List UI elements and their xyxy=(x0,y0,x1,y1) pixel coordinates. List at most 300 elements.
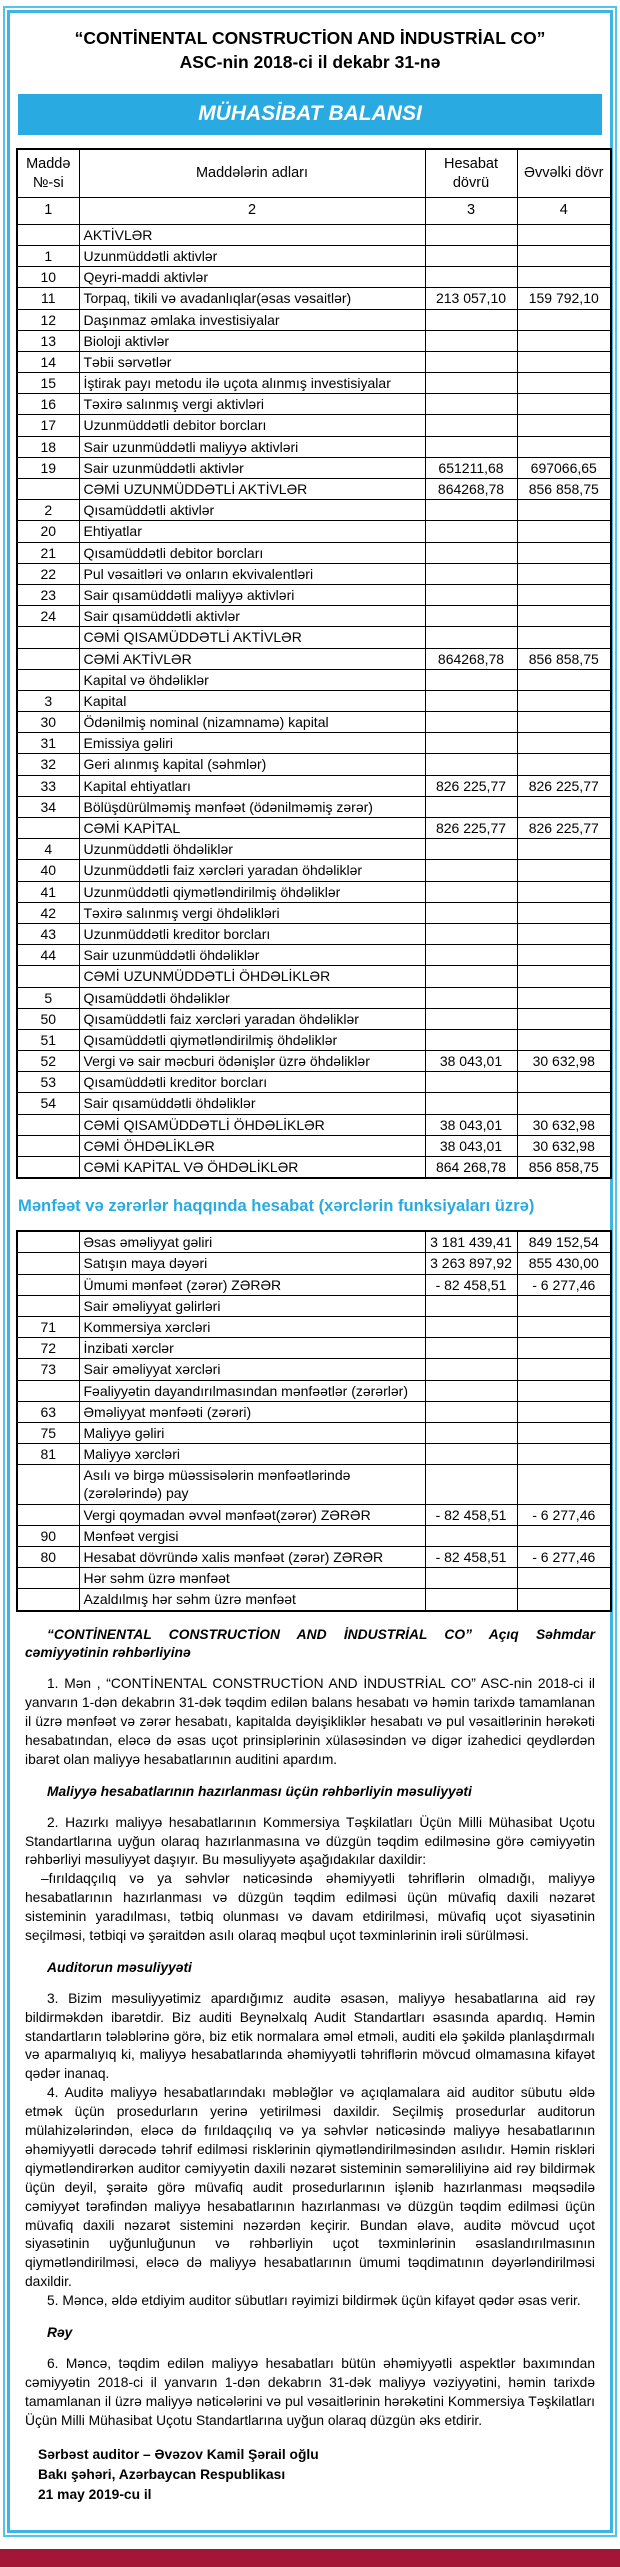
cell-name: Bioloji aktivlər xyxy=(79,330,425,351)
cell-prev xyxy=(517,1589,611,1611)
table-row xyxy=(17,881,611,902)
report-paragraph: 4. Auditə maliyyə hesabatlarındakı məbləğlər və açıqlamalara aid auditor sübutu əldə etmək üçün prosedurların yerinə yetirilməsi daxildir. Seçilmiş prosedurlar auditorun mülahizələrindən, eləcə də fırıldaqçılıq və ya səhvlər nəticəsində maliyyə hesabatlarının əhəmiyyətli dərəcədə təhrif edilməsi risklərinin qiymətləndirilməsindən asılıdır. Həmin riskləri qiymətləndirərkən auditor cəmiyyətin daxili nəzarət sisteminin səmərəliliyinə aid rəy bildirmək üçün deyil, şəraitə görə müvafiq audit prosedurlarının işlənib hazırlanması məqsədilə cəmiyyət tərəfindən maliyyə hesabatlarının hazırlanması və düzgün təqdim edilməsi üçün müvafiq daxili nəzarət sistemini nəzərdən keçirir. Bundan əlavə, auditə mövcud uçot siyasətinin uyğunluğunun və rəhbərliyin uçot təxminlərinin əsaslandırılmasının qiymətləndirilməsi, eləcə də maliyyə hesabatlarının ümumi təqdimatının dəyərləndirilməsi daxildir. xyxy=(25,2085,595,2290)
cell-name: Mənfəət vergisi xyxy=(79,1525,425,1546)
cell-cur: - 82 458,51 xyxy=(425,1274,517,1295)
cell-name: Vergi və sair məcburi ödənişlər üzrə öhdəliklər xyxy=(79,1051,425,1072)
cell-prev xyxy=(517,627,611,648)
cell-no: 52 xyxy=(17,1051,79,1072)
cell-prev: 856 858,75 xyxy=(517,479,611,500)
cell-no: 3 xyxy=(17,690,79,711)
cell-name: Uzunmüddətli öhdəliklər xyxy=(79,839,425,860)
cell-cur: 3 181 439,41 xyxy=(425,1231,517,1253)
cell-name: Təxirə salınmış vergi aktivləri xyxy=(79,394,425,415)
table-row xyxy=(17,288,611,309)
cell-cur xyxy=(425,1525,517,1546)
cell-cur xyxy=(425,1072,517,1093)
cell-prev xyxy=(517,1401,611,1422)
cell-prev xyxy=(517,1465,611,1504)
cell-cur xyxy=(425,563,517,584)
cell-cur xyxy=(425,733,517,754)
cell-cur xyxy=(425,1029,517,1050)
cell-name: Qeyri-maddi aktivlər xyxy=(79,267,425,288)
cell-name: Uzunmüddətli aktivlər xyxy=(79,245,425,266)
cell-name: İnzibati xərclər xyxy=(79,1338,425,1359)
cell-no: 13 xyxy=(17,330,79,351)
cell-no xyxy=(17,627,79,648)
table-row xyxy=(17,712,611,733)
table-row xyxy=(17,1135,611,1156)
cell-no: 10 xyxy=(17,267,79,288)
table-row xyxy=(17,1029,611,1050)
cell-prev xyxy=(517,584,611,605)
cell-no: 53 xyxy=(17,1072,79,1093)
cell-cur xyxy=(425,1316,517,1337)
cell-prev xyxy=(517,1422,611,1443)
cell-prev xyxy=(517,987,611,1008)
cell-cur xyxy=(425,860,517,881)
cell-cur: 38 043,01 xyxy=(425,1051,517,1072)
cell-cur xyxy=(425,330,517,351)
cell-no: 16 xyxy=(17,394,79,415)
cell-cur: - 82 458,51 xyxy=(425,1504,517,1525)
cell-name: Satışın maya dəyəri xyxy=(79,1253,425,1274)
cell-name: Qısamüddətli qiymətləndirilmiş öhdəliklər xyxy=(79,1029,425,1050)
cell-no xyxy=(17,966,79,987)
cell-cur xyxy=(425,436,517,457)
table-row xyxy=(17,1380,611,1401)
cell-cur xyxy=(425,584,517,605)
table-row xyxy=(17,1568,611,1589)
cell-name: CƏMİ UZUNMÜDDƏTLİ ÖHDƏLİKLƏR xyxy=(79,966,425,987)
table-row xyxy=(17,796,611,817)
report-paragraph: –fırıldaqçılıq və ya səhvlər nəticəsində əhəmiyyətli təhriflərin olmadığı, maliyyə hesabatlarının hazırlanması və düzgün təqdim edilməsi üçün müvafiq daxili nəzarət sisteminin yaradılması, tətbiq olunması və davam etdirilməsi, müvafiq uçot siyasətinin seçilməsi, tətbiqi və şəraitdən asılı olaraq məqbul uçot təxminlərinin irəli sürülməsi. xyxy=(25,1871,595,1944)
cell-no: 17 xyxy=(17,415,79,436)
table-row xyxy=(17,1401,611,1422)
table-row xyxy=(17,1589,611,1611)
cell-name: Əsas əməliyyat gəliri xyxy=(79,1231,425,1253)
table-row xyxy=(17,627,611,648)
cell-name: Torpaq, tikili və avadanlıqlar(əsas vəsaitlər) xyxy=(79,288,425,309)
cell-no: 42 xyxy=(17,902,79,923)
table-row xyxy=(17,1422,611,1443)
cell-cur xyxy=(425,669,517,690)
pnl-table xyxy=(16,1230,612,1611)
cell-name: CƏMİ UZUNMÜDDƏTLİ AKTİVLƏR xyxy=(79,479,425,500)
cell-prev xyxy=(517,1568,611,1589)
cell-no: 80 xyxy=(17,1547,79,1568)
cell-prev: - 6 277,46 xyxy=(517,1504,611,1525)
cell-name: Təbii sərvətlər xyxy=(79,351,425,372)
report-paragraph: 5. Məncə, əldə etdiyim auditor sübutları rəyimizi bildirmək üçün kifayət qədər əsas verir. xyxy=(47,2293,581,2309)
cell-cur xyxy=(425,542,517,563)
cell-prev xyxy=(517,1295,611,1316)
table-row xyxy=(17,690,611,711)
cell-no xyxy=(17,1589,79,1611)
table-row xyxy=(17,839,611,860)
cell-cur xyxy=(425,690,517,711)
cell-no xyxy=(17,1274,79,1295)
cell-cur xyxy=(425,987,517,1008)
signature-line: 21 may 2019-cu il xyxy=(38,2486,152,2502)
cell-no xyxy=(17,1504,79,1525)
table-row xyxy=(17,606,611,627)
cell-prev xyxy=(517,860,611,881)
cell-prev xyxy=(517,945,611,966)
table-row xyxy=(17,1316,611,1337)
cell-prev: 855 430,00 xyxy=(517,1253,611,1274)
cell-cur xyxy=(425,1008,517,1029)
cell-no: 71 xyxy=(17,1316,79,1337)
table-row xyxy=(17,394,611,415)
cell-prev xyxy=(517,521,611,542)
document-title-line1: “CONTİNENTAL CONSTRUCTİON AND İNDUSTRİAL CO” xyxy=(74,28,546,48)
cell-prev: 697066,65 xyxy=(517,457,611,478)
table-row xyxy=(17,1547,611,1568)
table-row xyxy=(17,818,611,839)
cell-cur xyxy=(425,373,517,394)
table-row xyxy=(17,1051,611,1072)
cell-prev xyxy=(517,923,611,944)
table-row xyxy=(17,1008,611,1029)
header-previous-period: Əvvəlki dövr xyxy=(517,149,611,197)
cell-cur: 38 043,01 xyxy=(425,1114,517,1135)
cell-no: 20 xyxy=(17,521,79,542)
report-heading: Rəy xyxy=(47,2324,73,2340)
cell-prev xyxy=(517,606,611,627)
cell-prev: - 6 277,46 xyxy=(517,1547,611,1568)
report-heading: Maliyyə hesabatlarının hazırlanması üçün rəhbərliyin məsuliyyəti xyxy=(47,1783,472,1799)
cell-name: Uzunmüddətli debitor borcları xyxy=(79,415,425,436)
table-row xyxy=(17,923,611,944)
cell-no: 40 xyxy=(17,860,79,881)
cell-cur xyxy=(425,1093,517,1114)
cell-no xyxy=(17,818,79,839)
page-body xyxy=(7,10,613,2533)
header-current-period: Hesabat dövrü xyxy=(425,149,517,197)
cell-no: 50 xyxy=(17,1008,79,1029)
cell-name: İştirak payı metodu ilə uçota alınmış investisiyalar xyxy=(79,373,425,394)
cell-name: Uzunmüddətli qiymətləndirilmiş öhdəliklər xyxy=(79,881,425,902)
table-row xyxy=(17,542,611,563)
table-row xyxy=(17,436,611,457)
cell-cur: 826 225,77 xyxy=(425,818,517,839)
table-row xyxy=(17,415,611,436)
cell-prev xyxy=(517,1029,611,1050)
cell-no: 63 xyxy=(17,1401,79,1422)
cell-cur xyxy=(425,351,517,372)
signature-line: Sərbəst auditor – Əvəzov Kamil Şərail oğlu xyxy=(38,2447,319,2463)
cell-no: 2 xyxy=(17,500,79,521)
cell-name: Təxirə salınmış vergi öhdəlikləri xyxy=(79,902,425,923)
cell-no: 23 xyxy=(17,584,79,605)
table-row xyxy=(17,1338,611,1359)
cell-no: 5 xyxy=(17,987,79,1008)
report-heading: Auditorun məsuliyyəti xyxy=(47,1959,192,1975)
cell-no xyxy=(17,1114,79,1135)
cell-cur xyxy=(425,1359,517,1380)
cell-cur xyxy=(425,902,517,923)
table-row xyxy=(17,775,611,796)
table-row xyxy=(17,479,611,500)
index-col-2: 2 xyxy=(79,197,425,224)
cell-no: 1 xyxy=(17,245,79,266)
cell-cur xyxy=(425,1568,517,1589)
cell-prev xyxy=(517,436,611,457)
cell-name: Uzunmüddətli faiz xərcləri yaradan öhdəliklər xyxy=(79,860,425,881)
cell-prev xyxy=(517,394,611,415)
balance-table-header-row xyxy=(17,149,611,197)
cell-prev xyxy=(517,669,611,690)
cell-name: Pul vəsaitləri və onların ekvivalentləri xyxy=(79,563,425,584)
cell-prev xyxy=(517,415,611,436)
cell-name: CƏMİ KAPİTAL xyxy=(79,818,425,839)
cell-no xyxy=(17,1380,79,1401)
cell-name: Qısamüddətli faiz xərcləri yaradan öhdəliklər xyxy=(79,1008,425,1029)
cell-cur: 864 268,78 xyxy=(425,1157,517,1179)
cell-no: 54 xyxy=(17,1093,79,1114)
cell-prev: 849 152,54 xyxy=(517,1231,611,1253)
table-row xyxy=(17,584,611,605)
cell-name: Daşınmaz əmlaka investisiyalar xyxy=(79,309,425,330)
audit-report-text xyxy=(16,1626,604,2431)
cell-cur: 864268,78 xyxy=(425,479,517,500)
cell-cur: - 82 458,51 xyxy=(425,1547,517,1568)
cell-no: 32 xyxy=(17,754,79,775)
cell-cur xyxy=(425,839,517,860)
cell-name: Sair qısamüddətli aktivlər xyxy=(79,606,425,627)
report-paragraph: 2. Hazırkı maliyyə hesabatlarının Kommersiya Təşkilatları Üçün Milli Mühasibat Uçotu Standartlarına uyğun olaraq hazırlanmasına və düzgün təqdim edilməsinə görə cəmiyyətin rəhbərliyi məsuliyyət daşıyır. Bu məsuliyyətə aşağıdakılar daxildir: xyxy=(25,1814,595,1868)
cell-name: Sair uzunmüddətli aktivlər xyxy=(79,457,425,478)
cell-cur xyxy=(425,923,517,944)
index-col-4: 4 xyxy=(517,197,611,224)
cell-no: 21 xyxy=(17,542,79,563)
cell-name: Qısamüddətli debitor borcları xyxy=(79,542,425,563)
cell-prev xyxy=(517,1316,611,1337)
cell-cur xyxy=(425,1380,517,1401)
table-row xyxy=(17,1295,611,1316)
cell-cur xyxy=(425,394,517,415)
cell-name: Qısamüddətli aktivlər xyxy=(79,500,425,521)
cell-name: Hər səhm üzrə mənfəət xyxy=(79,1568,425,1589)
cell-prev xyxy=(517,1380,611,1401)
cell-cur xyxy=(425,966,517,987)
cell-name: CƏMİ KAPİTAL VƏ ÖHDƏLİKLƏR xyxy=(79,1157,425,1179)
cell-no xyxy=(17,1253,79,1274)
cell-cur xyxy=(425,754,517,775)
table-row xyxy=(17,457,611,478)
cell-cur: 826 225,77 xyxy=(425,775,517,796)
cell-cur xyxy=(425,945,517,966)
cell-name: Sair qısamüddətli maliyyə aktivləri xyxy=(79,584,425,605)
cell-name: Geri alınmış kapital (səhmlər) xyxy=(79,754,425,775)
cell-no xyxy=(17,1135,79,1156)
cell-no: 12 xyxy=(17,309,79,330)
cell-prev xyxy=(517,1444,611,1465)
table-row xyxy=(17,1093,611,1114)
cell-no: 81 xyxy=(17,1444,79,1465)
table-row xyxy=(17,245,611,266)
cell-prev xyxy=(517,500,611,521)
cell-cur xyxy=(425,224,517,245)
cell-name: Maliyyə gəliri xyxy=(79,1422,425,1443)
cell-no: 14 xyxy=(17,351,79,372)
cell-prev xyxy=(517,1093,611,1114)
cell-no xyxy=(17,1231,79,1253)
table-row xyxy=(17,330,611,351)
table-row xyxy=(17,373,611,394)
report-paragraph: 3. Bizim məsuliyyətimiz apardığımız auditə əsasən, maliyyə hesabatlarına aid rəy bildirməkdən ibarətdir. Biz auditi Beynəlxalq Audit Standartları əsasında apardıq. Həmin standartların tələblərinə görə, biz etik normalara əməl etməli, auditi elə şəkildə planlaşdırmalı və aparmalıyıq ki, maliyyə hesabatlarında əhəmiyyətli təhriflərin mövcud olmamasına kifayət qədər inanaq. xyxy=(25,1990,595,2082)
cell-prev xyxy=(517,373,611,394)
cell-prev: 826 225,77 xyxy=(517,775,611,796)
cell-no: 72 xyxy=(17,1338,79,1359)
cell-prev xyxy=(517,712,611,733)
cell-name: AKTİVLƏR xyxy=(79,224,425,245)
cell-no: 15 xyxy=(17,373,79,394)
cell-name: Sair əməliyyat gəlirləri xyxy=(79,1295,425,1316)
index-col-1: 1 xyxy=(17,197,79,224)
cell-cur xyxy=(425,1401,517,1422)
cell-no: 44 xyxy=(17,945,79,966)
cell-prev xyxy=(517,902,611,923)
cell-prev xyxy=(517,330,611,351)
cell-cur xyxy=(425,1295,517,1316)
cell-no: 41 xyxy=(17,881,79,902)
cell-cur xyxy=(425,881,517,902)
header-article-no: Maddə №-si xyxy=(17,149,79,197)
cell-no: 90 xyxy=(17,1525,79,1546)
cell-prev xyxy=(517,351,611,372)
cell-cur: 38 043,01 xyxy=(425,1135,517,1156)
cell-cur xyxy=(425,245,517,266)
table-row xyxy=(17,1114,611,1135)
cell-no: 18 xyxy=(17,436,79,457)
cell-cur: 213 057,10 xyxy=(425,288,517,309)
table-row xyxy=(17,1274,611,1295)
report-addressee: “CONTİNENTAL CONSTRUCTİON AND İNDUSTRİAL CO” Açıq Səhmdar cəmiyyətinin rəhbərliyinə xyxy=(25,1626,595,1661)
table-row xyxy=(17,1157,611,1179)
cell-no: 24 xyxy=(17,606,79,627)
cell-no xyxy=(17,1295,79,1316)
cell-no xyxy=(17,1465,79,1504)
cell-name: CƏMİ QISAMÜDDƏTLİ ÖHDƏLİKLƏR xyxy=(79,1114,425,1135)
cell-name: Qısamüddətli öhdəliklər xyxy=(79,987,425,1008)
cell-name: Fəaliyyətin dayandırılmasından mənfəətlər (zərərlər) xyxy=(79,1380,425,1401)
cell-prev xyxy=(517,309,611,330)
cell-cur: 3 263 897,92 xyxy=(425,1253,517,1274)
table-row xyxy=(17,1504,611,1525)
cell-no xyxy=(17,648,79,669)
cell-prev xyxy=(517,839,611,860)
cell-name: Kapital xyxy=(79,690,425,711)
cell-no: 11 xyxy=(17,288,79,309)
cell-name: Qısamüddətli kreditor borcları xyxy=(79,1072,425,1093)
cell-cur xyxy=(425,500,517,521)
cell-name: Emissiya gəliri xyxy=(79,733,425,754)
cell-prev xyxy=(517,1072,611,1093)
cell-no xyxy=(17,224,79,245)
cell-cur xyxy=(425,267,517,288)
cell-cur xyxy=(425,627,517,648)
cell-prev xyxy=(517,1359,611,1380)
balance-table-index-row xyxy=(17,197,611,224)
cell-name: Sair qısamüddətli öhdəliklər xyxy=(79,1093,425,1114)
cell-cur: 864268,78 xyxy=(425,648,517,669)
cell-no: 51 xyxy=(17,1029,79,1050)
cell-name: Azaldılmış hər səhm üzrə mənfəət xyxy=(79,1589,425,1611)
cell-prev xyxy=(517,224,611,245)
cell-name: CƏMİ ÖHDƏLİKLƏR xyxy=(79,1135,425,1156)
cell-no: 31 xyxy=(17,733,79,754)
table-row xyxy=(17,945,611,966)
cell-name: Ehtiyatlar xyxy=(79,521,425,542)
cell-name: Uzunmüddətli kreditor borcları xyxy=(79,923,425,944)
cell-cur xyxy=(425,521,517,542)
cell-prev xyxy=(517,542,611,563)
cell-prev xyxy=(517,754,611,775)
report-paragraph: 6. Məncə, təqdim edilən maliyyə hesabatları bütün əhəmiyyətli aspektlər baxımından cəmiyyətin 2018-ci il yanvarın 1-dən dekabrın 31-dək maliyyə vəziyyətini, həmin tarixdə tamamlanan il üzrə maliyyə nəticələrini və pul vəsaitlərinin hərəkətini Kommersiya Təşkilatları Üçün Milli Mühasibat Uçotu Standartlarına uyğun olaraq düzgün əks etdirir. xyxy=(25,2355,595,2428)
cell-name: Vergi qoymadan əvvəl mənfəət(zərər) ZƏRƏR xyxy=(79,1504,425,1525)
cell-name: Maliyyə xərcləri xyxy=(79,1444,425,1465)
cell-prev xyxy=(517,245,611,266)
table-row xyxy=(17,1465,611,1504)
cell-no: 30 xyxy=(17,712,79,733)
table-row xyxy=(17,500,611,521)
balance-sheet-table xyxy=(16,148,612,1179)
cell-prev xyxy=(517,881,611,902)
cell-prev xyxy=(517,733,611,754)
page-border-outer xyxy=(3,6,617,2537)
cell-cur xyxy=(425,712,517,733)
table-row xyxy=(17,267,611,288)
balance-sheet-banner: MÜHASİBAT BALANSI xyxy=(18,94,602,135)
table-row xyxy=(17,987,611,1008)
cell-prev xyxy=(517,690,611,711)
cell-cur xyxy=(425,415,517,436)
cell-cur xyxy=(425,1444,517,1465)
cell-no: 19 xyxy=(17,457,79,478)
table-row xyxy=(17,309,611,330)
cell-no: 34 xyxy=(17,796,79,817)
cell-no: 73 xyxy=(17,1359,79,1380)
cell-prev: 159 792,10 xyxy=(517,288,611,309)
cell-name: Hesabat dövründə xalis mənfəət (zərər) ZƏRƏR xyxy=(79,1547,425,1568)
cell-no: 4 xyxy=(17,839,79,860)
document-title-line2: ASC-nin 2018-ci il dekabr 31-nə xyxy=(179,51,441,72)
cell-name: Bölüşdürülməmiş mənfəət (ödənilməmiş zərər) xyxy=(79,796,425,817)
signature-line: Bakı şəhəri, Azərbaycan Respublikası xyxy=(38,2466,286,2482)
cell-name: Ödənilmiş nominal (nizamnamə) kapital xyxy=(79,712,425,733)
cell-prev: 30 632,98 xyxy=(517,1135,611,1156)
report-paragraph: 1. Mən , “CONTİNENTAL CONSTRUCTİON AND İNDUSTRİAL CO” ASC-nin 2018-ci il yanvarın 1-dən dekabrın 31-dək təqdim edilən balans hesabatı və həmin tarixdə tamamlanan il üzrə mənfəət və zərər hesabatı, kapitalda dəyişikliklər hesabatı və pul vəsaitlərinin hərəkəti hesabatından, eləcə də əsas uçot prinsiplərinin xülasəsindən və digər izahedici qeydlərdən ibarət olan maliyyə hesabatlarının auditini apardım. xyxy=(25,1676,595,1767)
table-row xyxy=(17,351,611,372)
cell-no xyxy=(17,1568,79,1589)
signature-block xyxy=(16,2445,604,2504)
cell-cur xyxy=(425,1422,517,1443)
cell-prev: 856 858,75 xyxy=(517,648,611,669)
cell-prev xyxy=(517,1008,611,1029)
cell-no xyxy=(17,479,79,500)
index-col-3: 3 xyxy=(425,197,517,224)
cell-name: Sair uzunmüddətli maliyyə aktivləri xyxy=(79,436,425,457)
table-row xyxy=(17,521,611,542)
cell-no: 75 xyxy=(17,1422,79,1443)
table-row xyxy=(17,1359,611,1380)
cell-cur xyxy=(425,309,517,330)
pnl-section-heading: Mənfəət və zərərlər haqqında hesabat (xərclərin funksiyaları üzrə) xyxy=(18,1196,535,1216)
table-row xyxy=(17,563,611,584)
document-title xyxy=(16,27,604,74)
cell-name: CƏMİ QISAMÜDDƏTLİ AKTİVLƏR xyxy=(79,627,425,648)
